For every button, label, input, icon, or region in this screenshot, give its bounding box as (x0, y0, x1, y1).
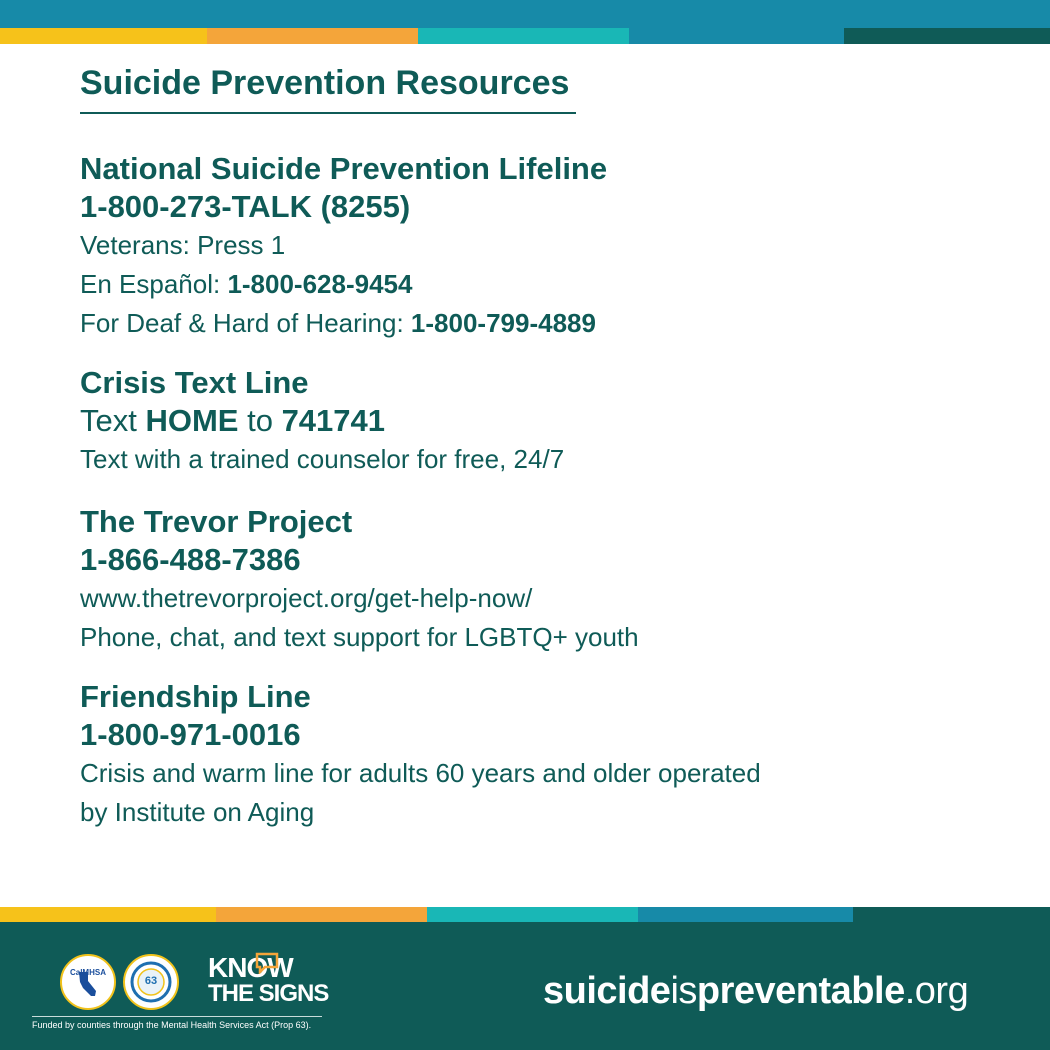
speech-bubble-icon (255, 952, 279, 974)
section-trevor (80, 503, 639, 657)
trevor-phone: 1-866-488-7386 (80, 542, 301, 577)
top-stripe-orange (207, 28, 418, 44)
section-lifeline (80, 150, 607, 343)
espanol-phone: 1-800-628-9454 (227, 269, 413, 299)
top-stripe-yellow (0, 28, 207, 44)
lifeline-espanol (80, 265, 607, 304)
text-number: 741741 (281, 403, 386, 438)
lifeline-name: National Suicide Prevention Lifeline (80, 151, 608, 186)
lifeline-deaf (80, 304, 607, 343)
text-prefix: Text (80, 403, 146, 438)
bottom-stripe-orange (216, 907, 427, 922)
top-stripe-turquoise (418, 28, 629, 44)
website-url[interactable] (543, 970, 968, 1013)
prop63-seal (123, 954, 179, 1010)
friendship-description-1: Crisis and warm line for adults 60 years and older operated (80, 758, 761, 788)
friendship-phone: 1-800-971-0016 (80, 717, 301, 752)
calmhsa-logo (60, 954, 116, 1010)
page-title: Suicide Prevention Resources (80, 64, 570, 102)
site-part-2: is (670, 970, 697, 1012)
crisis-text-instruction (80, 402, 564, 440)
section-crisis-text (80, 364, 564, 479)
title-block (80, 64, 576, 114)
crisis-text-name: Crisis Text Line (80, 365, 309, 400)
friendship-description-2: by Institute on Aging (80, 797, 315, 827)
bottom-stripe-turquoise (427, 907, 638, 922)
top-stripe-blue (629, 28, 844, 44)
trevor-description: Phone, chat, and text support for LGBTQ+ youth (80, 622, 639, 652)
calmhsa-logo-text: CalMHSA (69, 968, 106, 977)
deaf-phone: 1-800-799-4889 (410, 308, 596, 338)
section-friendship (80, 678, 761, 832)
kts-line1: KNOW (208, 952, 293, 983)
trevor-name: The Trevor Project (80, 504, 353, 539)
kts-line2: THE SIGNS (208, 980, 329, 1007)
bottom-stripe-blue (638, 907, 853, 922)
trevor-url[interactable]: www.thetrevorproject.org/get-help-now/ (80, 583, 533, 613)
bottom-stripe-dark-teal (853, 907, 1050, 922)
lifeline-phone: 1-800-273-TALK (8255) (80, 189, 411, 224)
deaf-label: For Deaf & Hard of Hearing: (80, 308, 411, 338)
funding-note: Funded by counties through the Mental Health Services Act (Prop 63). (32, 1020, 312, 1030)
bottom-stripe-yellow (0, 907, 216, 922)
espanol-label: En Español: (80, 269, 228, 299)
text-mid: to (238, 403, 282, 438)
top-stripe-dark-teal (844, 28, 1050, 44)
site-part-1: suicide (543, 970, 671, 1012)
crisis-text-description: Text with a trained counselor for free, 24/7 (80, 444, 565, 474)
text-keyword: HOME (145, 403, 239, 438)
california-map-icon (62, 956, 114, 1008)
lifeline-veterans: Veterans: Press 1 (80, 230, 286, 260)
title-underline (80, 112, 576, 114)
prop63-seal-text: 63 (144, 975, 158, 987)
friendship-name: Friendship Line (80, 679, 311, 714)
site-part-4: .org (904, 970, 969, 1012)
funding-divider (32, 1016, 322, 1017)
site-part-3: preventable (696, 970, 905, 1012)
